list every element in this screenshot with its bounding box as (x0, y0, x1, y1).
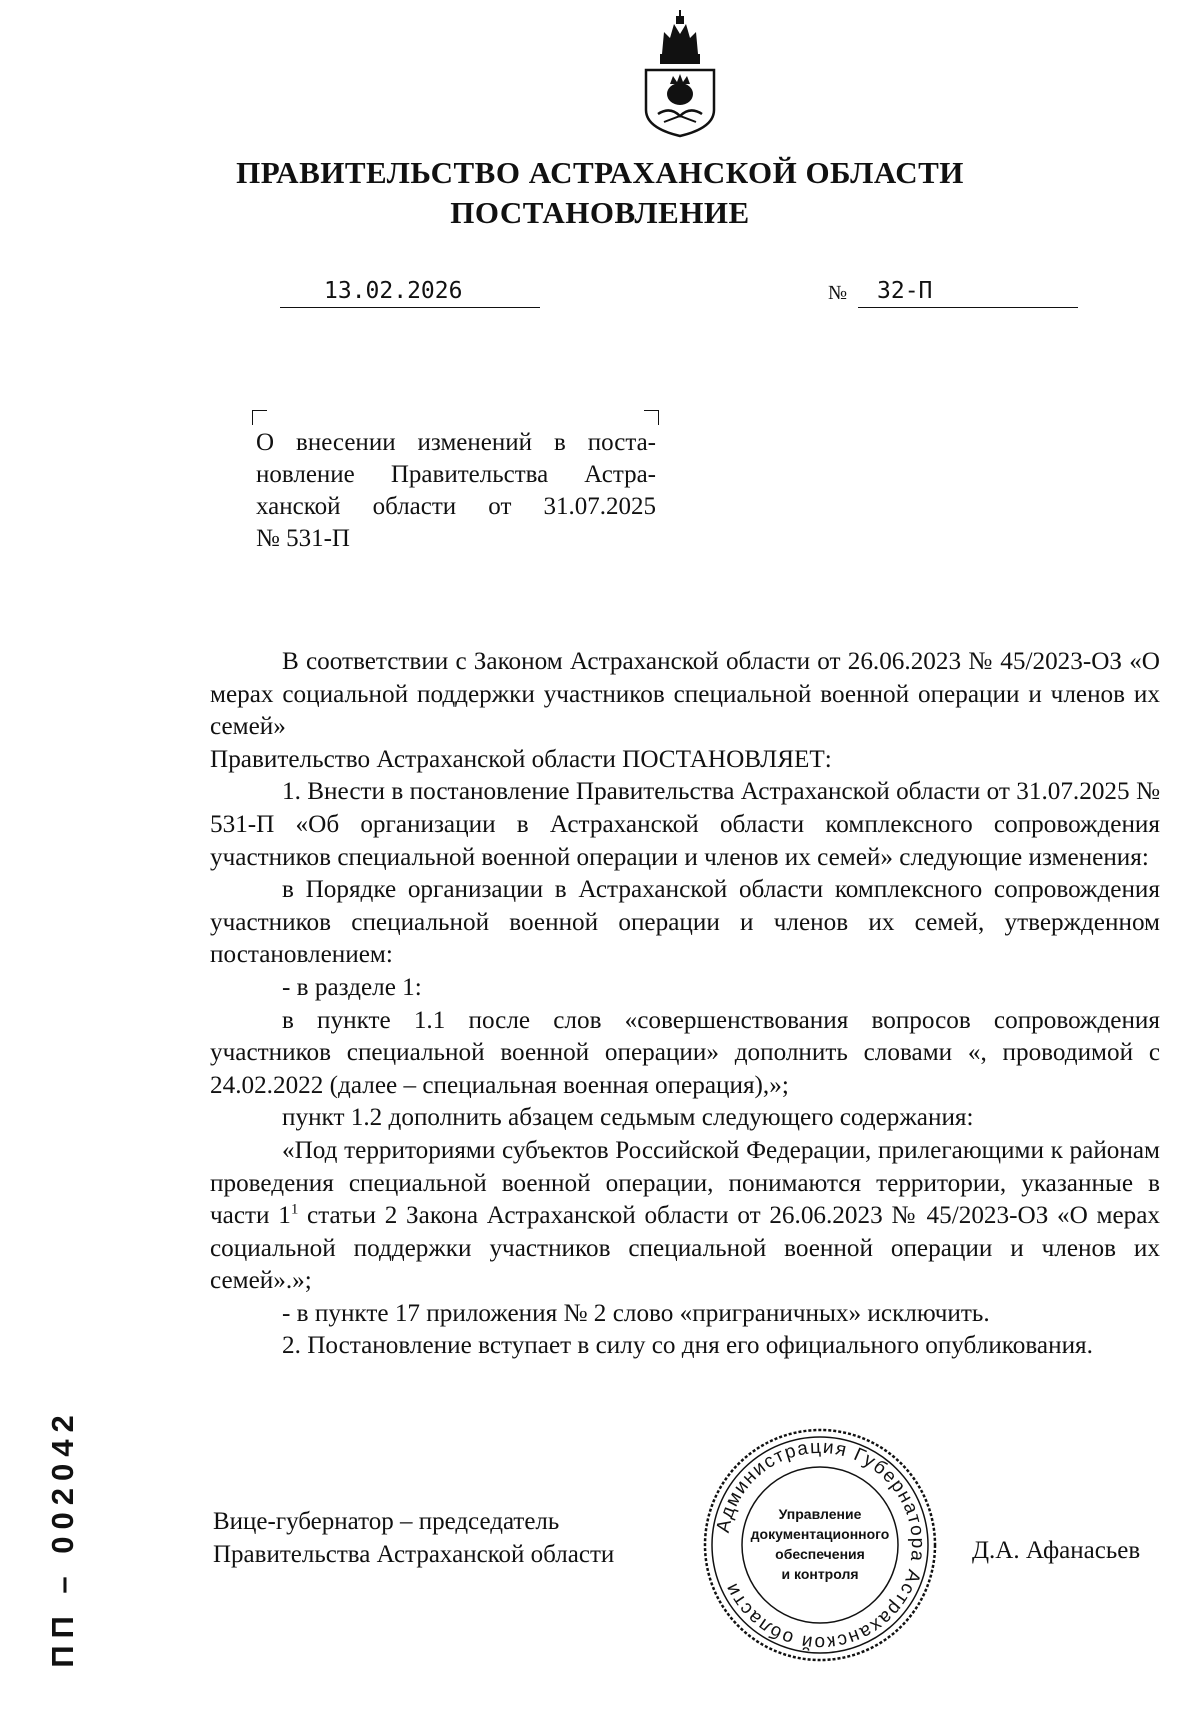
document-subject (256, 427, 656, 555)
signer-title-line: Вице-губернатор – председатель (213, 1508, 560, 1535)
stamp-center-line: и контроля (781, 1566, 859, 1582)
resolution-paragraph: Правительство Астраханской области ПОСТАНОВЛЯЕТ: (210, 745, 832, 773)
document-type: ПОСТАНОВЛЕНИЕ (450, 195, 750, 230)
date-underline (280, 307, 540, 308)
subject-line: О внесении изменений в поста- (256, 429, 656, 456)
subject-line: ханской области от 31.07.2025 (256, 493, 656, 520)
number-label: № (828, 282, 848, 304)
body-paragraph: - в пункте 17 приложения № 2 слово «приграничных» исключить. (282, 1299, 990, 1327)
signer-title (213, 1505, 614, 1571)
body-paragraph (210, 1135, 1160, 1298)
serial-number (28, 1388, 98, 1688)
body-text-part: статьи 2 Закона Астраханской области от 26.06.2023 № 45/2023-ОЗ «О мерах социальной поддержки участников специальной военной операции и членов их семей».»; (210, 1202, 1161, 1295)
official-stamp (700, 1425, 940, 1665)
body-paragraph: - в разделе 1: (282, 973, 422, 1001)
body-paragraph: в пункте 1.1 после слов «совершенствования вопросов сопровождения участников специальной военной операции» дополнить словами «, проводимой с 24.02.2022 (далее – специальная военная операция),»; (210, 1006, 1160, 1099)
subject-line: новление Правительства Астра- (256, 461, 656, 488)
body-text-part: «Под территориями субъектов Российской Федерации, прилегающими к районам проведения специальной военной операции, понимаются территории, указанные в части 1 (210, 1136, 1160, 1230)
document-date: 13.02.2026 (324, 278, 463, 304)
superscript: 1 (290, 1201, 299, 1218)
stamp-center-line: Управление (778, 1506, 862, 1522)
subject-line: № 531-П (256, 525, 350, 552)
serial-number-text: ПП – 002042 (45, 1408, 80, 1668)
signer-title-line: Правительства Астраханской области (213, 1541, 615, 1568)
stamp-ring-text: Администрация Губернатора Астраханской области (712, 1436, 929, 1654)
document-number: 32-П (877, 278, 933, 304)
stamp-center-line: обеспечения (775, 1546, 865, 1562)
document-body (210, 646, 1160, 1363)
preamble-paragraph: В соответствии с Законом Астраханской области от 26.06.2023 № 45/2023-ОЗ «О мерах социальной поддержки участников специальной военной операции и членов их семей» (210, 648, 1160, 741)
svg-text:Администрация Губернатора Астр (713, 1437, 928, 1653)
number-underline (858, 307, 1078, 308)
page-title: ПРАВИТЕЛЬСТВО АСТРАХАНСКОЙ ОБЛАСТИ (236, 155, 964, 190)
coat-of-arms-icon (640, 10, 720, 140)
stamp-center-line: документационного (750, 1526, 890, 1542)
body-paragraph: пункт 1.2 дополнить абзацем седьмым следующего содержания: (282, 1104, 974, 1132)
subject-bracket-right (644, 410, 659, 425)
clause-2-paragraph: 2. Постановление вступает в силу со дня его официального опубликования. (282, 1332, 1093, 1360)
body-paragraph: в Порядке организации в Астраханской области комплексного сопровождения участников специальной военной операции и членов их семей, утвержденном постановлением: (210, 876, 1160, 969)
clause-1-paragraph: 1. Внести в постановление Правительства Астраханской области от 31.07.2025 № 531-П «Об организации в Астраханской области комплексного сопровождения участников специальной военной операции и членов их семей» следующие изменения: (210, 778, 1160, 871)
signer-name: Д.А. Афанасьев (972, 1537, 1141, 1564)
subject-bracket-left (252, 410, 267, 425)
